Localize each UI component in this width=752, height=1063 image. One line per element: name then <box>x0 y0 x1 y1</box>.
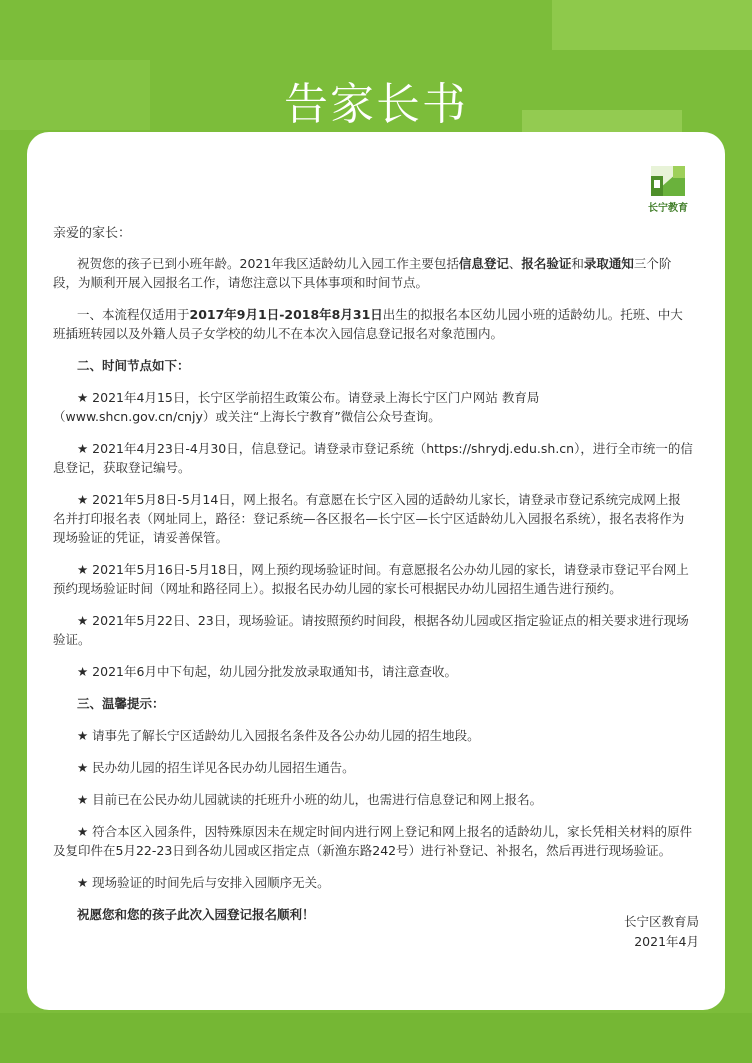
intro-text: 祝贺您的孩子已到小班年龄。2021年我区适龄幼儿入园工作主要包括 <box>77 256 459 271</box>
signature-block <box>624 912 699 952</box>
closing-wish: 祝愿您和您的孩子此次入园登记报名顺利！ <box>77 907 315 922</box>
signature-org: 长宁区教育局 <box>623 914 699 929</box>
logo-icon <box>649 162 687 198</box>
tip-item: ★ 请事先了解长宁区适龄幼儿入园报名条件及各公办幼儿园的招生地段。 <box>77 728 480 743</box>
tip-item: ★ 符合本区入园条件，因特殊原因未在规定时间内进行网上登记和网上报名的适龄幼儿，家长凭相关材料的原件及复印件在5月22-23日到各幼儿园或区指定点（新渔东路242号）进行补登记、补报名，然后再进行现场验证。 <box>53 824 693 858</box>
section-two-heading: 二、时间节点如下： <box>77 358 190 373</box>
intro-text: 和 <box>571 256 584 271</box>
timeline-item: ★ 2021年4月15日，长宁区学前招生政策公布。请登录上海长宁区门户网站 教育局（www.shcn.gov.cn/cnjy）或关注“上海长宁教育”微信公众号查询。 <box>53 390 540 424</box>
intro-paragraph <box>53 254 693 292</box>
timeline-item: ★ 2021年5月16日-5月18日，网上预约现场验证时间。有意愿报名公办幼儿园的家长，请登录市登记平台网上预约现场验证时间（网址和路径同上）。拟报名民办幼儿园的家长可根据民办幼儿园招生通告进行预约。 <box>53 562 689 596</box>
intro-text: 三个阶段，为顺利开展入园报名工作，请您注意以下具体事项和时间节点。 <box>53 256 672 290</box>
timeline-item: ★ 2021年5月22日、23日，现场验证。请按照预约时间段，根据各幼儿园或区指定验证点的相关要求进行现场验证。 <box>53 613 689 647</box>
greeting: 亲爱的家长： <box>53 226 132 241</box>
letter-body <box>53 224 693 937</box>
intro-bold: 信息登记 <box>458 256 509 271</box>
intro-bold: 录取通知 <box>583 256 634 271</box>
background-stripe <box>552 0 752 50</box>
section-one-text: 一、本流程仅适用于 <box>77 307 190 322</box>
section-one-text: 出生的拟报名本区幼儿园小班的适龄幼儿。托班、中大班插班转园以及外籍人员子女学校的幼儿不在本次入园信息登记报名对象范围内。 <box>53 307 683 341</box>
page-title: 告家长书 <box>284 79 468 130</box>
letter-card <box>27 132 725 1010</box>
changning-education-logo <box>641 162 695 214</box>
section-one-date-range: 2017年9月1日-2018年8月31日 <box>189 307 383 322</box>
section-three-heading: 三、温馨提示： <box>77 696 165 711</box>
tip-item: ★ 现场验证的时间先后与安排入园顺序无关。 <box>77 875 330 890</box>
tip-item: ★ 目前已在公民办幼儿园就读的托班升小班的幼儿，也需进行信息登记和网上报名。 <box>77 792 543 807</box>
timeline-item: ★ 2021年6月中下旬起，幼儿园分批发放录取通知书，请注意查收。 <box>77 664 457 679</box>
timeline-item: ★ 2021年5月8日-5月14日，网上报名。有意愿在长宁区入园的适龄幼儿家长，请登录市登记系统完成网上报名并打印报名表（网址同上，路径：登记系统—各区报名—长宁区—长宁区适龄幼儿入园报名系统），报名表将作为现场验证的凭证，请妥善保管。 <box>53 492 685 545</box>
section-one-paragraph <box>53 305 693 343</box>
intro-bold: 报名验证 <box>521 256 572 271</box>
intro-text: 、 <box>508 256 522 271</box>
tip-item: ★ 民办幼儿园的招生详见各民办幼儿园招生通告。 <box>77 760 355 775</box>
logo-text: 长宁教育 <box>648 203 688 214</box>
background-stripe <box>0 1013 752 1063</box>
signature-date: 2021年4月 <box>634 934 699 949</box>
timeline-item: ★ 2021年4月23日-4月30日，信息登记。请登录市登记系统（https://shrydj.edu.sh.cn），进行全市统一的信息登记，获取登记编号。 <box>53 441 693 475</box>
